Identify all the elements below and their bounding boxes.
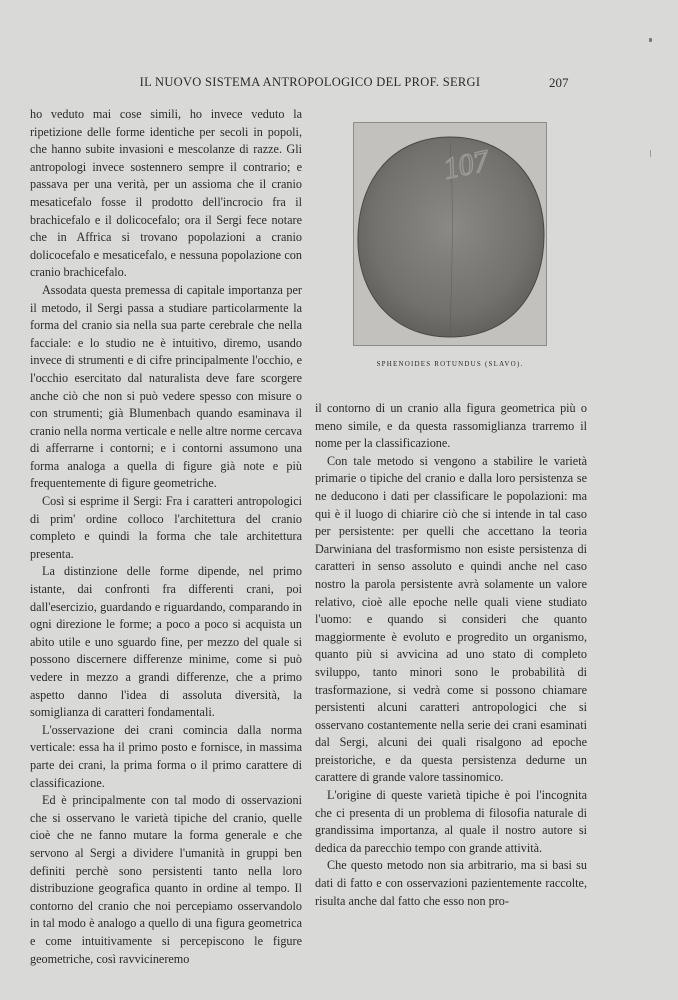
paper-speck	[650, 150, 651, 157]
paragraph: L'origine di queste varietà tipiche è poi l'incognita che ci presenta di un problema di filosofia naturale di grandissima importanza, al quale il nostro autore si dedica da parecchio tempo con grande attività.	[315, 788, 587, 855]
paragraph: L'osservazione dei crani comincia dalla norma verticale: essa ha il primo posto e fornisce, in massima parte dei crani, la prima forma o il primo carattere di classificazione.	[30, 722, 302, 790]
paragraph: Ed è principalmente con tal modo di osservazioni che si osservano le varietà tipiche del cranio, quelle cioè che ne fanno mutare la forma generale e che servono al Sergi a dividere l'umanità in gruppi ben definiti perchè sono persistenti tanto nella loro distribuzione geografica quanto in ordine al tempo. Il contorno del cranio che noi percepiamo osservandolo in tal modo è analogo a quello di una figura geometrica e come intuitivamente si percepiscono le figure geometriche, così ravvicineremo	[30, 793, 302, 966]
paragraph: Assodata questa premessa di capitale importanza per il metodo, il Sergi passa a studiare particolarmente la forma del cranio sia nella sua parte cerebrale che nella facciale: e lo studio ne è intuitivo, diremo, usando invece di strumenti e di cifre principalmente l'occhio, e l'occhio esercitato dal naturalista deve fare scorgere anche ciò che non si può vedere spesso con misure o con strumenti; già Blumenbach quando esaminava il cranio nella norma verticale e nelle altre norme cercava di afferrarne i contorni; e i contorni assumono una forma analoga a quella di figure già note e più frequentemente di figure geometriche.	[30, 282, 302, 491]
skull-illustration	[354, 123, 546, 345]
left-column	[30, 106, 302, 968]
paper-speck	[649, 38, 652, 42]
skull-photograph	[353, 122, 547, 346]
paragraph: Così si esprime il Sergi: Fra i caratteri antropologici di prim' ordine colloco l'architettura del cranio completo e quindi la forma che tale architettura presenta.	[30, 494, 302, 561]
paragraph: Che questo metodo non sia arbitrario, ma si basi su dati di fatto e con osservazioni pazientemente raccolte, risulta anche dal fatto che esso non pro-	[315, 858, 587, 908]
paragraph: ho veduto mai cose simili, ho invece veduto la ripetizione delle forme identiche per secoli in popoli, che hanno subite invasioni e mescolanze di razze. Gli antropologi invece sostennero sempre il contrario; e passava per una verità, per un assioma che il cranio mesaticefalo fosse il prodotto dell'incrocio fra il brachicefalo e il dolicocefalo; ora il Sergi fece notare che in Affrica si trovano popolazioni a cranio dolicocefalo e mesaticefalo, e nessuna popolazione con cranio brachicefalo.	[30, 107, 302, 280]
paragraph: Con tale metodo si vengono a stabilire le varietà primarie o tipiche del cranio e dalla loro persistenza se ne deducono i dati per classificare le popolazioni: ma qui è il luogo di chiarire ciò che si intende in tal caso per persistente: per quelli che accettano la teoria Darwiniana del trasformismo non esiste persistenza di caratteri in senso assoluto e quindi anche nel caso nostro la parola persistente avrà solamente un valore relativo, cioè alle epoche nelle quali viene studiato l'uomo: e quando si consideri che quanto maggiormente è evoluto e progredito un organismo, quanto più si avvicina ad uno stato di completo sviluppo, tanto minori sono le probabilità di trasformazione, si vedrà come si possono chiamare persistenti alcuni caratteri antropologici che si osservano costantemente nella serie dei crani esaminati dal Sergi, alcuni dei quali risalgono ad epoche preistoriche, e da questa persistenza dedurne un carattere di grande valore tassinomico.	[315, 453, 587, 785]
right-column	[315, 400, 587, 910]
skull-inscription: 107	[440, 144, 492, 186]
running-title: IL NUOVO SISTEMA ANTROPOLOGICO DEL PROF. SERGI	[139, 75, 481, 89]
figure-caption: SPHENOIDES ROTUNDUS (SLAVO).	[376, 360, 524, 368]
paragraph: La distinzione delle forme dipende, nel primo istante, dai confronti fra differenti crani, poi dall'esercizio, guardando e riguardando, comparando in ogni direzione le forme; a poco a poco si acquista un abito utile e uno sguardo fine, per mezzo del quale si possono discernere differenze minime, come si può vedere in mezzo a grandi differenze, che a primo aspetto danno l'idea di assoluta diversità, la somiglianza di caratteri fondamentali.	[30, 564, 302, 720]
paragraph: il contorno di un cranio alla figura geometrica più o meno simile, e da questa rassomiglianza trarremo il nome per la classificazione.	[315, 401, 587, 451]
page-number: 207	[549, 75, 569, 90]
